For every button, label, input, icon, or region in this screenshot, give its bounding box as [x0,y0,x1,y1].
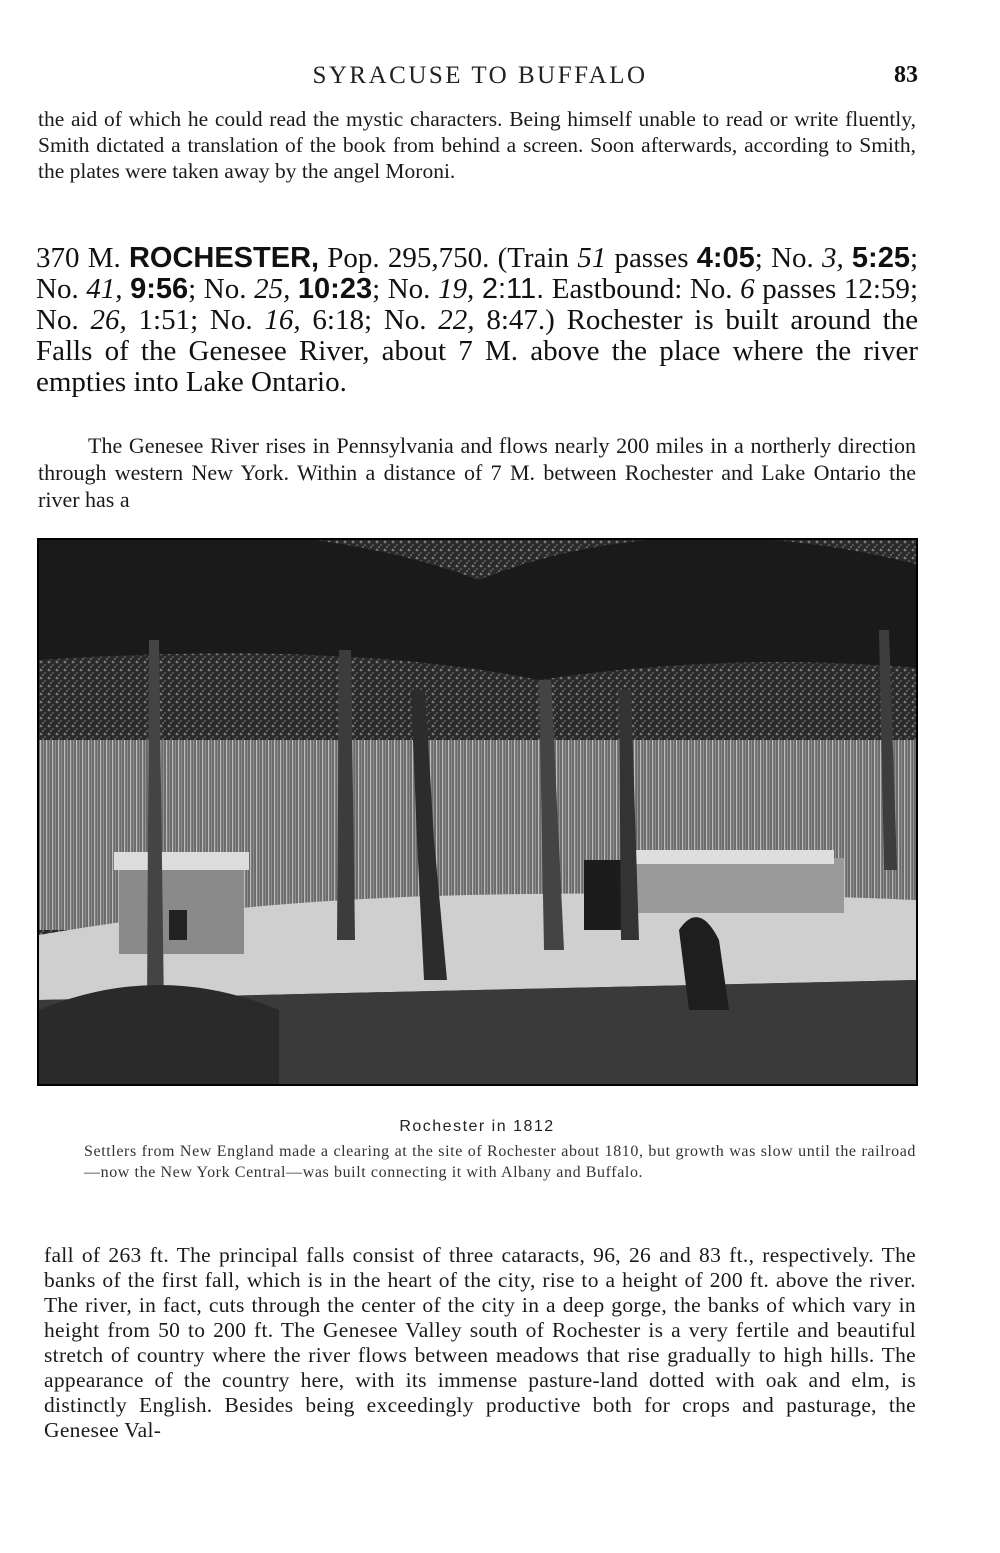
passes-word: passes [762,273,837,305]
train-number: 19, [438,273,475,305]
train-time: 10:23 [297,273,373,305]
population: Pop. 295,750. [327,242,490,274]
train-info-open: (Train [497,242,570,274]
no-label: No. [209,304,253,336]
train-number: 51 [577,242,607,274]
no-label: No. [771,242,814,274]
caption-body: Settlers from New England made a clearing at the site of Rochester about 1810, but growth was slow until the railroad—now the New York Central—was built connecting it with Albany and Buffalo. [84,1143,916,1181]
city-name: ROCHESTER, [128,242,320,274]
train-number: 22, [438,304,475,336]
no-label: No. [36,304,79,336]
train-number: 6 [740,273,755,305]
no-label: No. [387,273,431,305]
no-label: No. [36,273,79,305]
eastbound-label: Eastbound: No. [551,273,733,305]
train-number: 41, [86,273,123,305]
rochester-entry: 370 M. ROCHESTER, Pop. 295,750. (Train 51 passes 4:05; No. 3, 5:25; No. 41, 9:56; No. 25, 10:23; No. 19, 2:11. Eastbound: No. 6 passes 12:59; No. 26, 1:51; No. 16, 6:18; No. 22, 8:47.) Rochester is built around the Falls of the Genesee River, about 7 M. above the place where the river empties into Lake Ontario. [36,242,919,398]
train-number: 3, [821,242,844,274]
train-time: 6:18 [312,304,364,336]
rochester-1812-illustration [37,538,918,1086]
caption-title: Rochester in 1812 [399,1118,555,1135]
running-head [40,62,920,96]
lower-paragraph: fall of 263 ft. The principal falls consist of three cataracts, 96, 26 and 83 ft., respectively. The banks of the first fall, which is in the heart of the city, rise to a height of 200 ft. above the river. The river, in fact, cuts through the center of the city in a deep gorge, the banks of which vary in height from 50 to 200 ft. The Genesee Valley south of Rochester is a very fertile and beautiful stretch of country where the river flows between meadows that rise gradually to high hills. The appearance of the country here, with its immense pasture-land dotted with oak and elm, is distinctly English. Besides being exceedingly productive both for crops and pasturage, the Genesee Val- [44,1243,916,1442]
train-time: 1:51 [138,304,191,336]
passes-word: passes [614,242,689,274]
train-number: 25, [254,273,291,305]
no-label: No. [383,304,427,336]
no-label: No. [203,273,247,305]
train-time: 2:11. [481,273,545,305]
train-time: 12:59 [843,273,910,305]
train-time: 4:05 [696,242,755,274]
train-time: 9:56 [130,273,189,305]
page-number: 83 [894,62,918,88]
train-number: 16, [264,304,301,336]
distance: 370 M. [36,242,121,274]
train-time: 5:25 [851,242,910,274]
rochester-description: Rochester is built around the Falls of the Genesee River, about 7 M. above the place where the river empties into Lake Ontario. [36,304,919,398]
running-title: SYRACUSE TO BUFFALO [312,62,648,89]
genesee-paragraph: The Genesee River rises in Pennsylvania and flows nearly 200 miles in a northerly direction through western New York. Within a distance of 7 M. between Rochester and Lake Ontario the river has a [38,433,916,512]
train-time: 8:47.) [486,304,555,336]
train-number: 26, [90,304,127,336]
intro-paragraph: the aid of which he could read the mystic characters. Being himself unable to read or write fluently, Smith dictated a translation of the book from behind a screen. Soon afterwards, according to Smith, the plates were taken away by the angel Moroni. [38,107,916,183]
